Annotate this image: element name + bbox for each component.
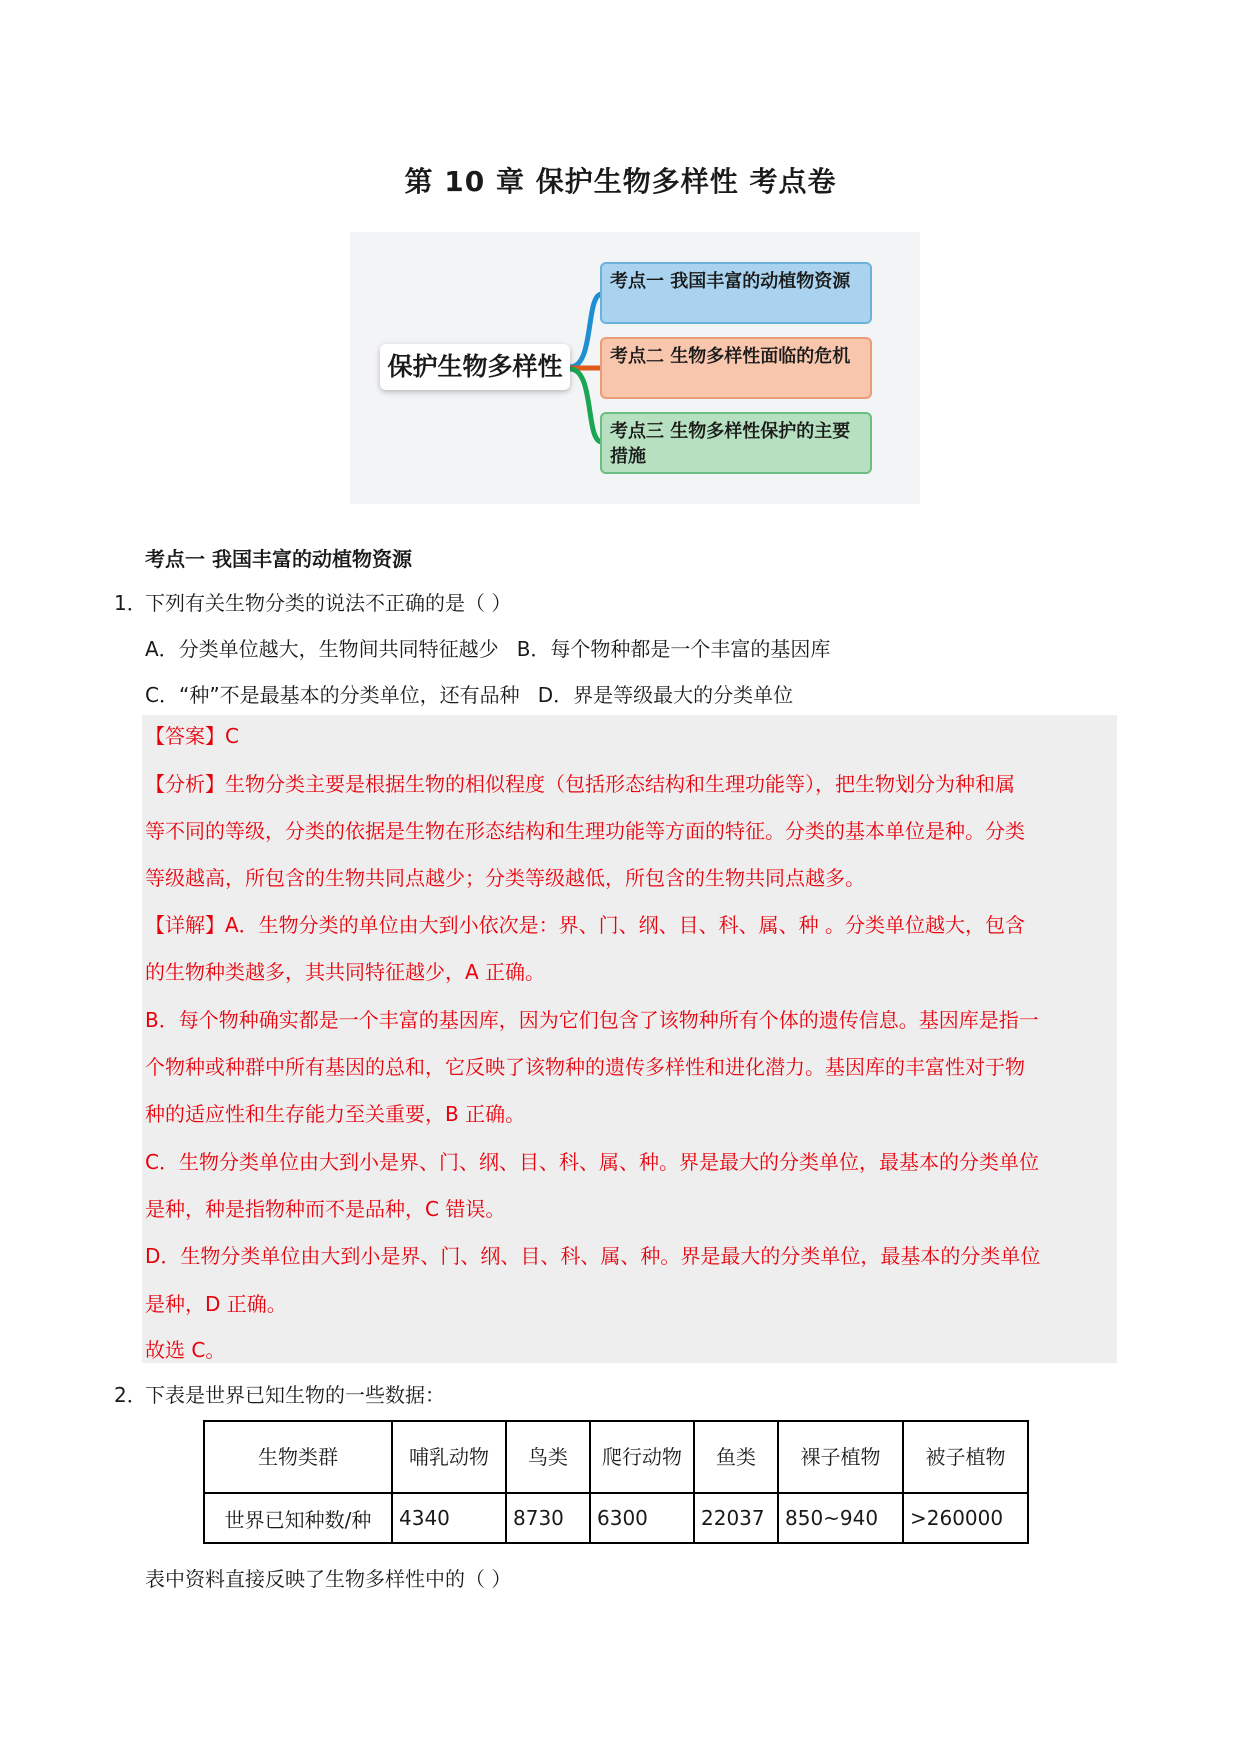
detail-line: 【详解】A．生物分类的单位由大到小依次是：界、门、纲、目、科、属、种 。分类单位越大，包含 <box>145 913 1026 937</box>
mind-map-node-2: 考点二 生物多样性面临的危机 <box>600 337 872 399</box>
detail-line: B．每个物种确实都是一个丰富的基因库，因为它们包含了该物种所有个体的遗传信息。基因库是指一 <box>145 1008 1039 1032</box>
mind-map-node-1: 考点一 我国丰富的动植物资源 <box>600 262 872 324</box>
analysis-line: 【分析】生物分类主要是根据生物的相似程度（包括形态结构和生理功能等），把生物划分为种和属 <box>145 772 1015 796</box>
table-header-cell: 生物类群 <box>204 1421 392 1493</box>
mind-map <box>350 232 920 504</box>
option-b: B．每个物种都是一个丰富的基因库 <box>516 637 831 661</box>
table-cell: >260000 <box>903 1493 1028 1543</box>
detail-line: D．生物分类单位由大到小是界、门、纲、目、科、属、种。界是最大的分类单位，最基本的分类单位 <box>145 1244 1041 1268</box>
detail-line: 的生物种类越多，其共同特征越少，A 正确。 <box>145 960 546 984</box>
analysis-line: 等级越高，所包含的生物共同点越少；分类等级越低，所包含的生物共同点越多。 <box>145 866 865 890</box>
table-header-cell: 鱼类 <box>694 1421 778 1493</box>
table-header-cell: 被子植物 <box>903 1421 1028 1493</box>
species-table <box>203 1420 1029 1544</box>
answer-line: 【答案】C <box>145 724 239 748</box>
question-2-followup: 表中资料直接反映了生物多样性中的（ ） <box>145 1567 512 1591</box>
conclusion-line: 故选 C。 <box>145 1338 226 1362</box>
table-row <box>204 1493 1028 1543</box>
mind-map-node-3: 考点三 生物多样性保护的主要措施 <box>600 412 872 474</box>
option-c: C．“种”不是最基本的分类单位，还有品种 <box>145 683 520 707</box>
table-header-row <box>204 1421 1028 1493</box>
table-header-cell: 裸子植物 <box>778 1421 903 1493</box>
option-a: A．分类单位越大，生物间共同特征越少 <box>145 637 499 661</box>
table-cell: 世界已知种数/种 <box>204 1493 392 1543</box>
detail-line: 是种，种是指物种而不是品种，C 错误。 <box>145 1197 506 1221</box>
detail-line: C．生物分类单位由大到小是界、门、纲、目、科、属、种。界是最大的分类单位，最基本的分类单位 <box>145 1150 1039 1174</box>
table-cell: 22037 <box>694 1493 778 1543</box>
detail-line: 种的适应性和生存能力至关重要，B 正确。 <box>145 1102 526 1126</box>
detail-line: 是种，D 正确。 <box>145 1292 287 1316</box>
table-header-cell: 鸟类 <box>506 1421 590 1493</box>
question-2-number: 2． <box>114 1383 147 1407</box>
question-1-options-ab <box>145 635 830 663</box>
table-header-cell: 爬行动物 <box>590 1421 694 1493</box>
question-1-number: 1． <box>114 591 147 615</box>
analysis-line: 等不同的等级，分类的依据是生物在形态结构和生理功能等方面的特征。分类的基本单位是种。分类 <box>145 819 1025 843</box>
table-cell: 850~940 <box>778 1493 903 1543</box>
mind-map-center: 保护生物多样性 <box>380 344 570 390</box>
table-cell: 4340 <box>392 1493 506 1543</box>
question-1-stem: 下列有关生物分类的说法不正确的是（ ） <box>145 591 512 615</box>
question-2-stem: 下表是世界已知生物的一些数据： <box>145 1383 445 1407</box>
table-cell: 6300 <box>590 1493 694 1543</box>
question-1-options-cd <box>145 681 793 709</box>
page-title: 第 10 章 保护生物多样性 考点卷 <box>404 165 837 198</box>
table-header-cell: 哺乳动物 <box>392 1421 506 1493</box>
option-d: D．界是等级最大的分类单位 <box>537 683 794 707</box>
section-heading: 考点一 我国丰富的动植物资源 <box>145 547 412 571</box>
detail-line: 个物种或种群中所有基因的总和，它反映了该物种的遗传多样性和进化潜力。基因库的丰富性对于物 <box>145 1055 1025 1079</box>
table-cell: 8730 <box>506 1493 590 1543</box>
